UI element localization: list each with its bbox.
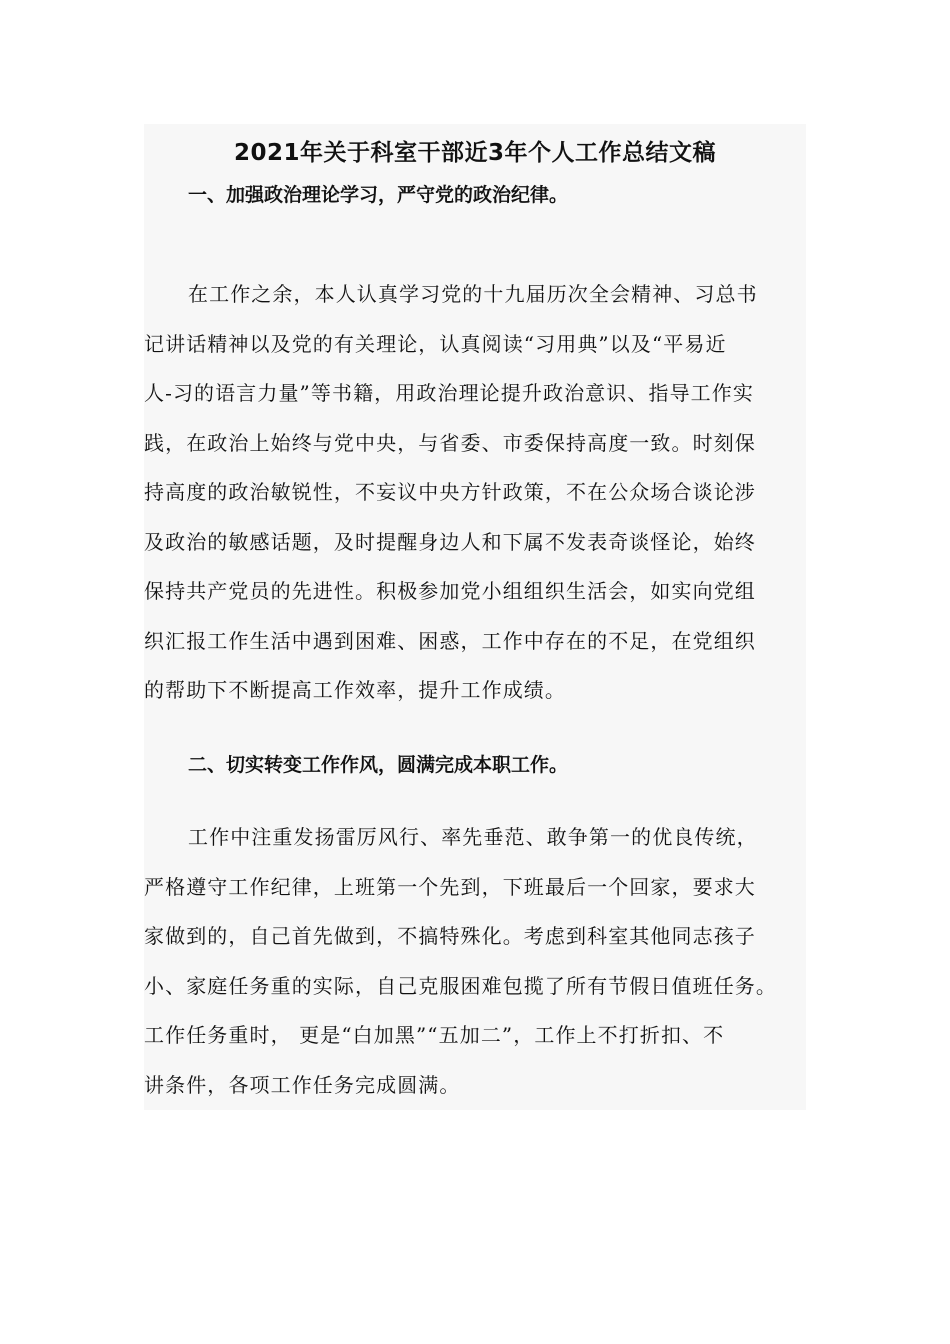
section-paragraph-1 xyxy=(144,270,814,716)
paragraph-line: 践，在政治上始终与党中央，与省委、市委保持高度一致。时刻保 xyxy=(144,430,756,455)
paragraph-line: 讲条件，各项工作任务完成圆满。 xyxy=(144,1072,461,1097)
paragraph-line: 工作任务重时， 更是“白加黑”“五加二”，工作上不打折扣、不 xyxy=(144,1023,725,1047)
paragraph-line: 工作中注重发扬雷厉风行、率先垂范、敢争第一的优良传统， xyxy=(188,825,758,849)
paragraph-line: 家做到的，自己首先做到，不搞特殊化。考虑到科室其他同志孩子 xyxy=(144,924,756,948)
paragraph-line: 的帮助下不断提高工作效率，提升工作成绩。 xyxy=(144,678,566,702)
paragraph-line: 织汇报工作生活中遇到困难、困惑，工作中存在的不足，在党组织 xyxy=(144,628,756,653)
paragraph-line: 记讲话精神以及党的有关理论，认真阅读“习用典”以及“平易近 xyxy=(144,331,727,356)
section-heading-2: 二、切实转变工作作风，圆满完成本职工作。 xyxy=(188,754,569,776)
section-heading-1: 一、加强政治理论学习，严守党的政治纪律。 xyxy=(188,184,569,206)
document-title: 2021年关于科室干部近3年个人工作总结文稿 xyxy=(233,140,717,166)
paragraph-line: 持高度的政治敏锐性，不妄议中央方针政策，不在公众场合谈论涉 xyxy=(144,480,756,504)
paragraph-line: 保持共产党员的先进性。积极参加党小组组织生活会，如实向党组 xyxy=(144,579,756,603)
paragraph-line: 严格遵守工作纪律，上班第一个先到，下班最后一个回家，要求大 xyxy=(144,874,756,899)
paragraph-line: 及政治的敏感话题，及时提醒身边人和下属不发表奇谈怪论，始终 xyxy=(144,529,756,554)
section-paragraph-2 xyxy=(144,813,814,1110)
paragraph-line: 小、家庭任务重的实际，自己克服困难包揽了所有节假日值班任务。 xyxy=(144,973,777,998)
paragraph-line: 在工作之余，本人认真学习党的十九届历次全会精神、习总书 xyxy=(188,282,758,306)
paragraph-line: 人-习的语言力量”等书籍，用政治理论提升政治意识、指导工作实 xyxy=(144,381,754,405)
